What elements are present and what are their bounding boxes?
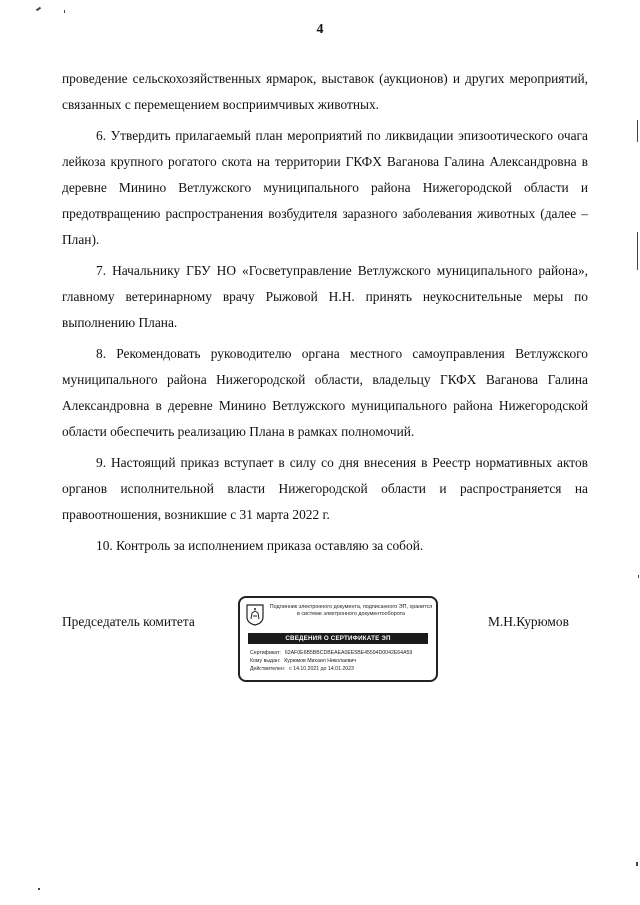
- valid-label: Действителен:: [250, 666, 286, 672]
- stamp-header: Подлинник электронного документа, подписанного ЭП, хранится в системе электронного документооборота: [269, 604, 433, 617]
- paragraph-item-8: 8. Рекомендовать руководителю органа местного самоуправления Ветлужского муниципального района Нижегородской области, владельцу ГКФХ Ваганова Галина Александровна в деревне Минино Ветлужского муниципального района Нижегородской области обеспечить реализацию Плана в рамках полномочий.: [62, 346, 588, 439]
- owner-value: Курюмов Михаил Николаевич: [284, 658, 357, 664]
- scan-mark: [38, 888, 40, 890]
- scan-mark: [638, 575, 639, 578]
- stamp-valid-row: [250, 666, 354, 672]
- signer-name: М.Н.Курюмов: [488, 614, 569, 629]
- page-number: 4: [316, 22, 324, 37]
- scan-mark: [637, 120, 638, 142]
- scan-mark: [636, 862, 638, 866]
- cert-label: Сертификат:: [250, 650, 281, 656]
- signer-position: Председатель комитета: [62, 614, 195, 629]
- owner-label: Кому выдан:: [250, 658, 281, 664]
- valid-value: с 14.10.2021 до 14.01.2023: [289, 666, 354, 672]
- paragraph-continuation: проведение сельскохозяйственных ярмарок, выставок (аукционов) и других мероприятий, связанных с перемещением восприимчивых животных.: [62, 71, 588, 112]
- scan-mark: [637, 232, 638, 270]
- scan-mark: [36, 7, 41, 12]
- stamp-banner: СВЕДЕНИЯ О СЕРТИФИКАТЕ ЭП: [248, 633, 428, 644]
- cert-value: 62AF0E6B5BBCDBEAEA0EE5BE45594D0042E64A59: [284, 650, 413, 656]
- paragraph-item-7: 7. Начальнику ГБУ НО «Госветуправление Ветлужского муниципального района», главному ветеринарному врачу Рыжовой Н.Н. принять неукоснительные меры по выполнению Плана.: [62, 263, 588, 330]
- coat-of-arms-icon: [246, 604, 264, 626]
- paragraph-item-6: 6. Утвердить прилагаемый план мероприятий по ликвидации эпизоотического очага лейкоза крупного рогатого скота на территории ГКФХ Ваганова Галина Александровна в деревне Минино Ветлужского муниципального района Нижегородской области и предотвращению распространения возбудителя заразного заболевания животных (далее – План).: [62, 128, 588, 247]
- stamp-cert-row: [250, 650, 412, 656]
- document-body: [62, 66, 588, 564]
- paragraph-item-10: 10. Контроль за исполнением приказа оставляю за собой.: [96, 538, 424, 553]
- paragraph-item-9: 9. Настоящий приказ вступает в силу со дня внесения в Реестр нормативных актов органов исполнительной власти Нижегородской области и распространяется на правоотношения, возникшие с 31 марта 2022 г.: [62, 455, 588, 522]
- stamp-owner-row: [250, 658, 356, 664]
- electronic-signature-stamp: [238, 596, 438, 682]
- scan-mark: [64, 10, 65, 13]
